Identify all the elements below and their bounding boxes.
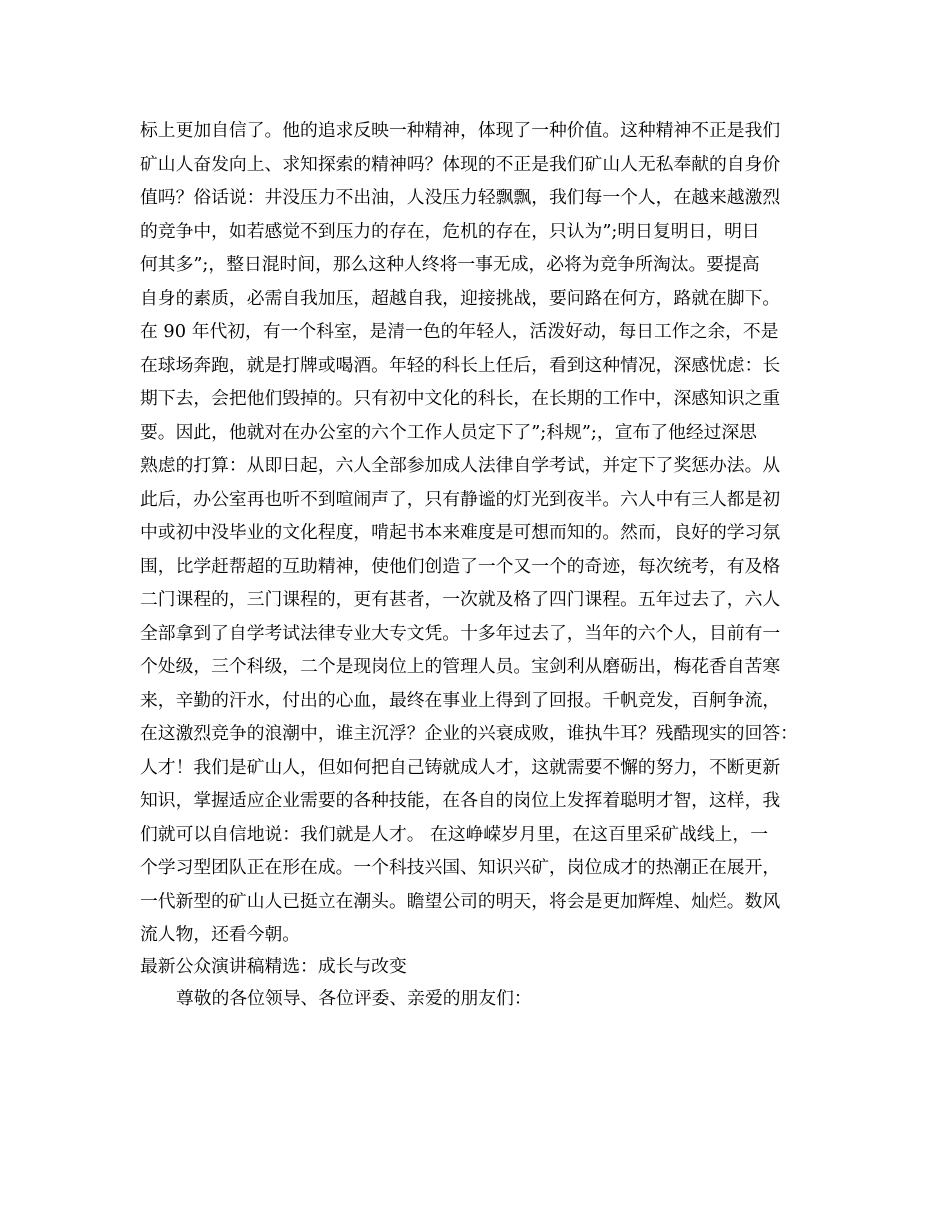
document-body (140, 114, 830, 1015)
body-line: 知识，掌握适应企业需要的各种技能，在各自的岗位上发挥着聪明才智，这样，我 (140, 790, 781, 811)
body-line: 期下去，会把他们毁掉的。只有初中文化的科长，在长期的工作中，深感知识之重 (140, 388, 781, 409)
body-line: 在球场奔跑，就是打牌或喝酒。年轻的科长上任后，看到这种情况，深感忧虑：长 (140, 354, 781, 376)
body-line: 矿山人奋发向上、求知探索的精神吗？体现的不正是我们矿山人无私奉献的自身价 (140, 153, 781, 175)
body-line: 们就可以自信地说：我们就是人才。 在这峥嵘岁月里，在这百里采矿战线上，一 (140, 823, 768, 845)
body-line: 在 90 年代初，有一个科室，是清一色的年轻人，活泼好动，每日工作之余，不是 (140, 321, 779, 342)
body-line: 要。因此，他就对在办公室的六个工作人员定下了”;科规”;，宣布了他经过深思 (140, 421, 757, 443)
speech-salutation: 尊敬的各位领导、各位评委、亲爱的朋友们： (176, 987, 532, 1009)
body-line: 围，比学赶帮超的互助精神，使他们创造了一个又一个的奇迹，每次统考，有及格 (140, 555, 781, 577)
body-line: 二门课程的，三门课程的，更有甚者，一次就及格了四门课程。五年过去了，六人 (140, 589, 781, 610)
body-line: 中或初中没毕业的文化程度，啃起书本来难度是可想而知的。然而，良好的学习氛 (140, 522, 781, 543)
body-line: 何其多”;，整日混时间，那么这种人终将一事无成，必将为竞争所淘汰。要提高 (140, 254, 760, 275)
body-line: 全部拿到了自学考试法律专业大专文凭。十多年过去了，当年的六个人，目前有一 (140, 622, 781, 644)
body-line: 来，辛勤的汗水，付出的心血，最终在事业上得到了回报。千帆竞发，百舸争流， (140, 689, 781, 711)
body-line: 的竞争中，如若感觉不到压力的存在，危机的存在，只认为”;明日复明日，明日 (140, 220, 760, 242)
body-line: 一代新型的矿山人已挺立在潮头。瞻望公司的明天，将会是更加辉煌、灿烂。数风 (140, 890, 781, 912)
body-line: 此后，办公室再也听不到喧闹声了，只有静谧的灯光到夜半。六人中有三人都是初 (140, 488, 781, 510)
body-line: 流人物，还看今朝。 (140, 924, 301, 945)
body-line: 自身的素质，必需自我加压，超越自我，迎接挑战，要问路在何方，路就在脚下。 (140, 287, 781, 309)
body-line: 个学习型团队正在形在成。一个科技兴国、知识兴矿，岗位成才的热潮正在展开， (140, 857, 781, 878)
body-line: 标上更加自信了。他的追求反映一种精神，体现了一种价值。这种精神不正是我们 (140, 120, 781, 141)
body-line: 个处级，三个科级，二个是现岗位上的管理人员。宝剑利从磨砺出，梅花香自苦寒 (140, 656, 781, 677)
body-line: 在这激烈竞争的浪潮中，谁主沉浮？企业的兴衰成败，谁执牛耳？残酷现实的回答： (140, 723, 798, 744)
body-line: 值吗？俗话说：井没压力不出油，人没压力轻飘飘，我们每一个人，在越来越激烈 (140, 187, 781, 208)
body-line: 熟虑的打算：从即日起，六人全部参加成人法律自学考试，并定下了奖惩办法。从 (140, 455, 781, 476)
body-line: 人才！我们是矿山人，但如何把自己铸就成人才，这就需要不懈的努力，不断更新 (140, 756, 781, 778)
section-heading: 最新公众演讲稿精选：成长与改变 (140, 955, 407, 977)
